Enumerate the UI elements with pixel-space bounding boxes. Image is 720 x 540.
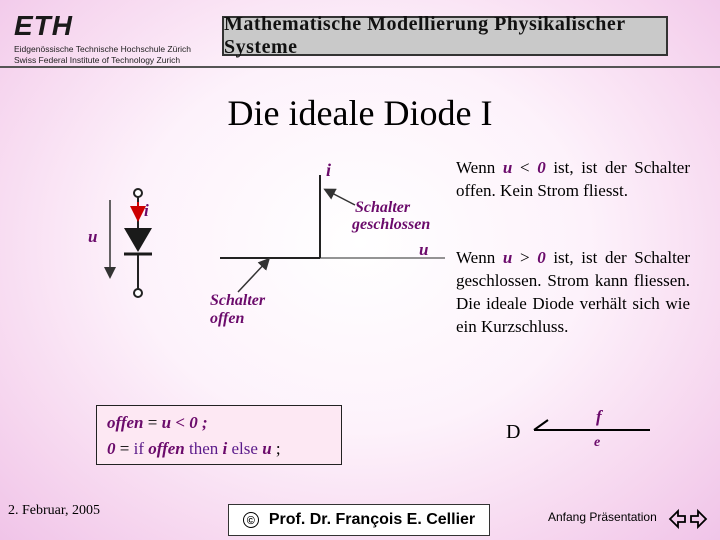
paragraph-switch-open: Wenn u < 0 ist, ist der Schalter offen. Kein Strom fliesst. bbox=[456, 158, 691, 200]
paragraph-switch-closed: Wenn u > 0 ist, ist der Schalter geschlossen. Strom kann fliessen. Die ideale Diode verhält sich wie ein Kurzschluss. bbox=[456, 248, 691, 336]
schalter-offen-line2: offen bbox=[210, 310, 245, 327]
pointer-open bbox=[238, 260, 268, 292]
eth-logo-line2: Swiss Federal Institute of Technology Zurich bbox=[14, 55, 181, 65]
diode-symbol bbox=[124, 228, 152, 252]
circuit-voltage-label: u bbox=[88, 227, 98, 246]
bond-half-arrow bbox=[534, 420, 548, 430]
schalter-geschlossen-line2: geschlossen bbox=[352, 216, 431, 233]
eth-logo bbox=[14, 10, 214, 65]
anfang-praesentation-link[interactable]: Anfang Präsentation bbox=[548, 510, 657, 524]
bond-flow-label: f bbox=[596, 407, 602, 426]
slide-title: Die ideale Diode I bbox=[227, 93, 493, 133]
bond-element-label: D bbox=[506, 421, 521, 443]
date-label: 2. Februar, 2005 bbox=[8, 503, 100, 518]
author-box bbox=[228, 504, 490, 536]
bond-effort-label: e bbox=[594, 435, 601, 450]
schalter-geschlossen-line1: Schalter bbox=[355, 199, 411, 216]
double-arrow-icon[interactable] bbox=[668, 508, 708, 530]
code-line-2: 0 = if offen then i else u ; bbox=[107, 439, 281, 458]
author-name: Prof. Dr. François E. Cellier bbox=[268, 511, 476, 528]
axis-u-label: u bbox=[419, 240, 429, 259]
copyright-icon: © bbox=[243, 512, 259, 528]
eth-logo-letters: ETH bbox=[14, 10, 73, 41]
pointer-closed bbox=[326, 190, 355, 205]
axis-i-label: i bbox=[326, 160, 332, 180]
code-line-1: offen = u < 0 ; bbox=[107, 413, 208, 432]
characteristic-plot bbox=[220, 175, 445, 292]
terminal-top bbox=[134, 189, 142, 197]
circuit-current-label: i bbox=[144, 201, 149, 220]
modelica-code-box bbox=[96, 405, 342, 465]
terminal-bottom bbox=[134, 289, 142, 297]
eth-logo-line1: Eidgenössische Technische Hochschule Zürich bbox=[14, 44, 192, 54]
header-divider bbox=[0, 66, 720, 68]
diode-diagram bbox=[0, 150, 450, 330]
bond-graph bbox=[500, 400, 660, 450]
course-title-banner: Mathematische Modellierung Physikalischer Systeme bbox=[222, 16, 668, 56]
schalter-offen-line1: Schalter bbox=[210, 292, 266, 309]
